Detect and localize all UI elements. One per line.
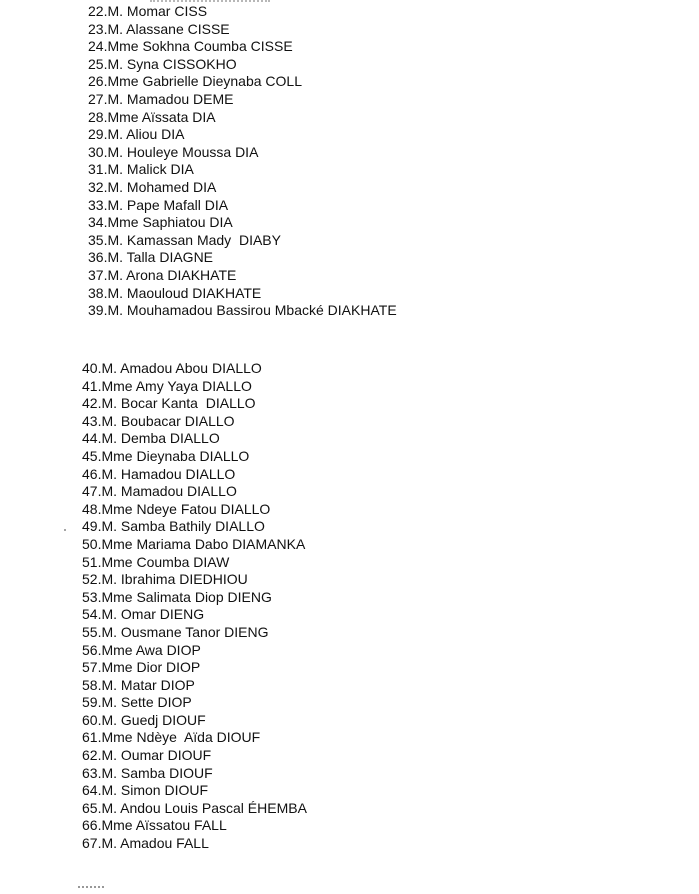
item-name: M. Simon DIOUF bbox=[101, 782, 209, 799]
list-item bbox=[0, 536, 699, 554]
item-name: M. Maouloud DIAKHATE bbox=[107, 284, 262, 301]
list-item bbox=[0, 249, 699, 267]
item-number: 30. bbox=[88, 143, 108, 160]
item-number: 62. bbox=[82, 747, 102, 764]
item-name: M. Houleye Moussa DIA bbox=[107, 143, 259, 160]
item-number: 43. bbox=[82, 412, 102, 429]
list-item bbox=[0, 179, 699, 197]
list-item bbox=[0, 659, 699, 677]
item-number: 47. bbox=[82, 483, 102, 500]
item-name: M. Pape Mafall DIA bbox=[107, 196, 229, 213]
item-number: 52. bbox=[82, 571, 102, 588]
list-item bbox=[0, 747, 699, 765]
item-number: 58. bbox=[82, 676, 102, 693]
item-number: 39. bbox=[88, 302, 108, 319]
item-name: M. Hamadou DIALLO bbox=[101, 465, 236, 482]
item-name: Mme Sokhna Coumba CISSE bbox=[107, 38, 293, 55]
list-item bbox=[0, 232, 699, 250]
item-name: M. Samba DIOUF bbox=[101, 764, 213, 781]
item-number: 57. bbox=[82, 659, 102, 676]
item-name: M. Talla DIAGNE bbox=[107, 249, 214, 266]
item-number: 44. bbox=[82, 430, 102, 447]
list-item bbox=[0, 413, 699, 431]
item-number: 54. bbox=[82, 606, 102, 623]
item-number: 53. bbox=[82, 588, 102, 605]
item-name: M. Amadou FALL bbox=[101, 835, 209, 852]
item-number: 25. bbox=[88, 55, 108, 72]
list-item bbox=[0, 267, 699, 285]
item-number: 64. bbox=[82, 782, 102, 799]
list-item bbox=[0, 501, 699, 519]
list-item bbox=[0, 197, 699, 215]
item-name: Mme Amy Yaya DIALLO bbox=[101, 377, 252, 394]
item-name: Mme Ndèye Aïda DIOUF bbox=[101, 729, 261, 746]
item-name: M. Amadou Abou DIALLO bbox=[101, 360, 262, 376]
list-item bbox=[0, 606, 699, 624]
item-number: 33. bbox=[88, 196, 108, 213]
item-name: M. Ibrahima DIEDHIOU bbox=[101, 571, 248, 588]
list-item bbox=[0, 3, 699, 21]
item-name: M. Mamadou DIALLO bbox=[101, 483, 237, 500]
list-item bbox=[0, 518, 699, 536]
item-number: 59. bbox=[82, 694, 102, 711]
list-item bbox=[0, 483, 699, 501]
list-item bbox=[0, 214, 699, 232]
list-item bbox=[0, 835, 699, 853]
item-number: 56. bbox=[82, 641, 102, 658]
item-name: M. Alassane CISSE bbox=[107, 20, 230, 37]
list-item bbox=[0, 729, 699, 747]
list-item bbox=[0, 589, 699, 607]
item-number: 61. bbox=[82, 729, 102, 746]
list-item bbox=[0, 302, 699, 320]
list-item bbox=[0, 448, 699, 466]
item-number: 32. bbox=[88, 178, 108, 195]
item-number: 22. bbox=[88, 3, 108, 19]
scan-speck bbox=[64, 529, 66, 531]
list-item bbox=[0, 782, 699, 800]
name-list-section-b bbox=[0, 360, 699, 853]
item-number: 60. bbox=[82, 711, 102, 728]
list-item bbox=[0, 800, 699, 818]
cropped-line-bottom bbox=[78, 886, 104, 894]
cropped-line-top bbox=[150, 0, 270, 2]
item-number: 38. bbox=[88, 284, 108, 301]
list-item bbox=[0, 73, 699, 91]
item-name: M. Sette DIOP bbox=[101, 694, 192, 711]
item-name: Mme Aïssatou FALL bbox=[101, 817, 227, 834]
list-item bbox=[0, 378, 699, 396]
item-name: M. Bocar Kanta DIALLO bbox=[101, 395, 256, 412]
item-number: 46. bbox=[82, 465, 102, 482]
item-name: M. Guedj DIOUF bbox=[101, 711, 206, 728]
list-item bbox=[0, 430, 699, 448]
item-name: Mme Saphiatou DIA bbox=[107, 214, 233, 231]
item-number: 65. bbox=[82, 799, 102, 816]
list-item bbox=[0, 21, 699, 39]
item-name: Mme Mariama Dabo DIAMANKA bbox=[101, 535, 306, 552]
item-name: M. Demba DIALLO bbox=[101, 430, 220, 447]
item-name: Mme Awa DIOP bbox=[101, 641, 201, 658]
list-item bbox=[0, 765, 699, 783]
list-item bbox=[0, 624, 699, 642]
item-number: 37. bbox=[88, 266, 108, 283]
list-item bbox=[0, 126, 699, 144]
name-list-section-a bbox=[0, 3, 699, 320]
item-name: M. Mohamed DIA bbox=[107, 178, 217, 195]
item-number: 48. bbox=[82, 500, 102, 517]
list-item bbox=[0, 144, 699, 162]
item-number: 27. bbox=[88, 90, 108, 107]
item-name: M. Syna CISSOKHO bbox=[107, 55, 237, 72]
item-number: 55. bbox=[82, 623, 102, 640]
item-number: 63. bbox=[82, 764, 102, 781]
item-name: M. Momar CISS bbox=[107, 3, 208, 19]
item-name: M. Matar DIOP bbox=[101, 676, 195, 693]
item-name: Mme Dieynaba DIALLO bbox=[101, 447, 250, 464]
item-name: M. Ousmane Tanor DIENG bbox=[101, 623, 269, 640]
item-name: M. Arona DIAKHATE bbox=[107, 266, 237, 283]
list-item bbox=[0, 56, 699, 74]
item-number: 29. bbox=[88, 126, 108, 143]
item-name: M. Aliou DIA bbox=[107, 126, 185, 143]
list-item bbox=[0, 109, 699, 127]
list-item bbox=[0, 642, 699, 660]
item-number: 50. bbox=[82, 535, 102, 552]
item-name: M. Samba Bathily DIALLO bbox=[101, 518, 265, 535]
item-number: 34. bbox=[88, 214, 108, 231]
item-number: 51. bbox=[82, 553, 102, 570]
list-item bbox=[0, 161, 699, 179]
item-number: 36. bbox=[88, 249, 108, 266]
item-number: 23. bbox=[88, 20, 108, 37]
list-item bbox=[0, 571, 699, 589]
item-number: 49. bbox=[82, 518, 102, 535]
list-item bbox=[0, 360, 699, 378]
item-number: 41. bbox=[82, 377, 102, 394]
item-name: Mme Ndeye Fatou DIALLO bbox=[101, 500, 271, 517]
item-name: M. Kamassan Mady DIABY bbox=[107, 231, 281, 248]
item-number: 28. bbox=[88, 108, 108, 125]
list-item bbox=[0, 694, 699, 712]
list-item bbox=[0, 712, 699, 730]
list-item bbox=[0, 91, 699, 109]
item-number: 24. bbox=[88, 38, 108, 55]
item-number: 35. bbox=[88, 231, 108, 248]
item-name: M. Omar DIENG bbox=[101, 606, 205, 623]
list-item bbox=[0, 285, 699, 303]
item-name: Mme Gabrielle Dieynaba COLL bbox=[107, 73, 302, 90]
list-item bbox=[0, 554, 699, 572]
item-name: M. Mouhamadou Bassirou Mbacké DIAKHATE bbox=[107, 302, 397, 319]
list-item bbox=[0, 677, 699, 695]
item-name: M. Boubacar DIALLO bbox=[101, 412, 235, 429]
item-name: Mme Dior DIOP bbox=[101, 659, 201, 676]
item-number: 66. bbox=[82, 817, 102, 834]
item-name: M. Mamadou DEME bbox=[107, 90, 234, 107]
item-name: Mme Aïssata DIA bbox=[107, 108, 216, 125]
list-item bbox=[0, 38, 699, 56]
item-name: M. Malick DIA bbox=[107, 161, 194, 178]
item-number: 40. bbox=[82, 360, 102, 376]
item-number: 67. bbox=[82, 835, 102, 852]
list-item bbox=[0, 395, 699, 413]
item-name: M. Andou Louis Pascal ÉHEMBA bbox=[101, 799, 307, 816]
item-number: 45. bbox=[82, 447, 102, 464]
item-name: Mme Coumba DIAW bbox=[101, 553, 230, 570]
item-name: Mme Salimata Diop DIENG bbox=[101, 588, 272, 605]
item-number: 31. bbox=[88, 161, 108, 178]
item-name: M. Oumar DIOUF bbox=[101, 747, 212, 764]
item-number: 42. bbox=[82, 395, 102, 412]
list-item bbox=[0, 817, 699, 835]
item-number: 26. bbox=[88, 73, 108, 90]
list-item bbox=[0, 466, 699, 484]
